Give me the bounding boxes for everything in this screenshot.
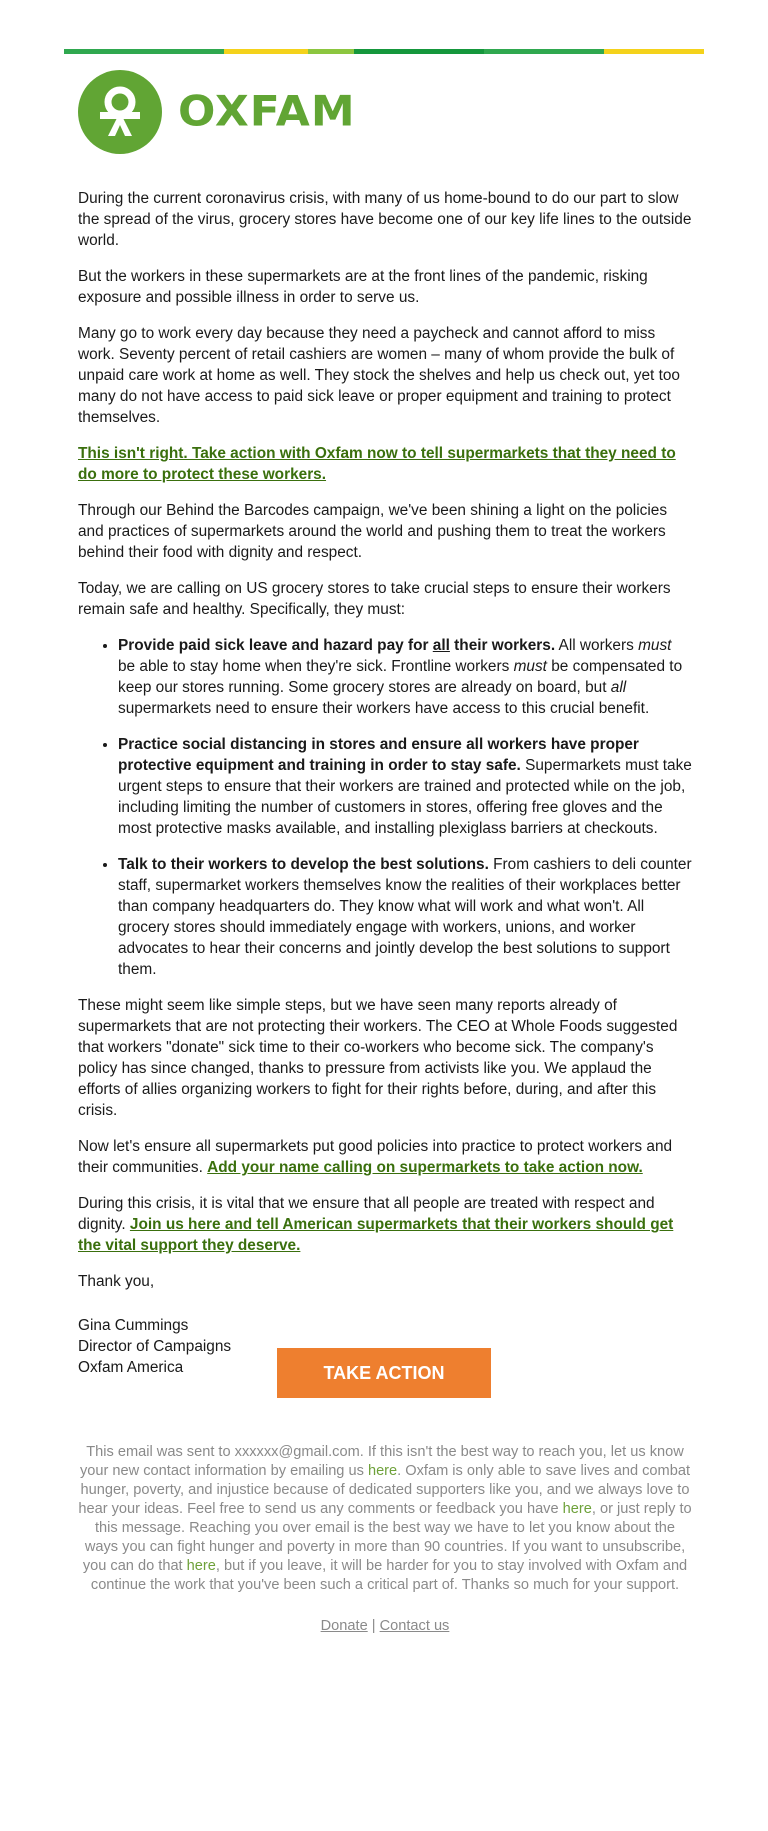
- paragraph-calling: Today, we are calling on US grocery stores to take crucial steps to ensure their workers remain safe and healthy. Specifically, they must:: [78, 580, 671, 618]
- paragraph-take-action: [78, 443, 692, 485]
- donate-link[interactable]: Donate: [320, 1618, 368, 1634]
- brand-wordmark: OXFAM: [178, 87, 356, 136]
- cta-container: [64, 1348, 704, 1398]
- list-item: • Practice social distancing in stores and ensure all workers have proper protective equipment and training in order to stay safe. Supermarkets must take urgent steps to ensure that their workers are trained and protected while on the job, including limiting the number of customers in stores, offering free gloves and the most protective masks available, and installing plexiglass barriers at checkouts.: [118, 734, 692, 839]
- paragraph-workers: Many go to work every day because they need a paycheck and cannot afford to miss work. Seventy percent of retail cashiers are women – many of whom provide the bulk of unpaid care work at home as well. They stock the shelves and help us check out, yet too many do not have access to paid sick leave or proper equipment and training to protect themselves.: [78, 325, 680, 426]
- paragraph-campaign: Through our Behind the Barcodes campaign, we've been shining a light on the policies and practices of supermarkets around the world and pushing them to treat the workers behind their food with dignity and respect.: [78, 502, 668, 561]
- color-stripe: [64, 49, 704, 54]
- paragraph-reports: These might seem like simple steps, but we have seen many reports already of supermarkets that are not protecting their workers. The CEO at Whole Foods suggested that workers "donate" sick time to their co-workers who become sick. The company's policy has since changed, thanks to pressure from activists like you. We applaud the efforts of allies organizing workers to fight for their rights before, during, and after this crisis.: [78, 997, 678, 1119]
- list-item: • Provide paid sick leave and hazard pay for all their workers. All workers must be able to stay home when they're sick. Frontline workers must be compensated to keep our stores running. Some grocery stores are already on board, but all supermarkets need to ensure their workers have access to this crucial benefit.: [118, 635, 692, 719]
- paragraph-policies: Now let's ensure all supermarkets put good policies into practice to protect workers and their communities. Add your name calling on supermarkets to take action now.: [78, 1138, 673, 1176]
- list-item: • Talk to their workers to develop the best solutions. From cashiers to deli counter staff, supermarket workers themselves know the realities of their workplaces better than company headquarters do. They know what will work and what won't. All grocery stores should immediately engage with workers, unions, and worker advocates to hear their concerns and jointly develop the best solutions to support them.: [118, 854, 692, 980]
- take-action-button[interactable]: TAKE ACTION: [277, 1348, 491, 1398]
- paragraph-front-lines: But the workers in these supermarkets are at the front lines of the pandemic, risking exposure and possible illness in order to serve us.: [78, 268, 648, 306]
- contact-here-link[interactable]: here: [367, 1463, 398, 1479]
- contact-us-link[interactable]: Contact us: [379, 1618, 450, 1634]
- join-us-link[interactable]: Join us here and tell American supermarkets that their workers should get the vital support they deserve.: [78, 1216, 674, 1254]
- oxfam-person-icon: [78, 70, 162, 154]
- signature-org: Oxfam America: [78, 1359, 184, 1376]
- paragraph-intro: During the current coronavirus crisis, with many of us home-bound to do our part to slow the spread of the virus, grocery stores have become one of our key life lines to the outside world.: [78, 190, 692, 249]
- oxfam-logo[interactable]: [78, 70, 356, 154]
- unsubscribe-here-link[interactable]: here: [186, 1558, 216, 1574]
- feedback-here-link[interactable]: here: [562, 1501, 592, 1517]
- thanks-text: Thank you,: [78, 1273, 155, 1290]
- add-your-name-link[interactable]: Add your name calling on supermarkets to take action now.: [207, 1159, 643, 1176]
- signature-name: Gina Cummings: [78, 1317, 189, 1334]
- footer: [78, 1443, 692, 1636]
- email-body: [78, 188, 692, 1378]
- ask-heading: Provide paid sick leave and hazard pay for all their workers.: [118, 637, 556, 654]
- demands-list: [78, 635, 692, 980]
- ask-heading: Practice social distancing in stores and ensure all workers have proper protective equipment and training in order to stay safe.: [118, 736, 639, 774]
- signature-title: Director of Campaigns: [78, 1338, 232, 1355]
- paragraph-dignity: During this crisis, it is vital that we ensure that all people are treated with respect and dignity. Join us here and tell American supermarkets that their workers should get the vital support they deserve.: [78, 1195, 674, 1254]
- ask-heading: Talk to their workers to develop the best solutions.: [118, 856, 489, 873]
- footer-text: This email was sent to xxxxxx@gmail.com. If this isn't the best way to reach you, let us know your new contact information by emailing us here. Oxfam is only able to save lives and combat hunger, poverty, and injustice because of dedicated supporters like you, and we always love to hear your ideas. Feel free to send us any comments or feedback you have here, or just reply to this message. Reaching you over email is the best way we have to let you know about the ways you can fight hunger and poverty in more than 90 countries. If you want to unsubscribe, you can do that here, but if you leave, it will be harder for you to stay involved with Oxfam and continue the work that you've been such a critical part of. Thanks so much for your support.: [78, 1444, 692, 1593]
- take-action-link[interactable]: This isn't right. Take action with Oxfam now to tell supermarkets that they need to do more to protect these workers.: [78, 445, 676, 483]
- footer-links: Donate | Contact us: [320, 1618, 450, 1634]
